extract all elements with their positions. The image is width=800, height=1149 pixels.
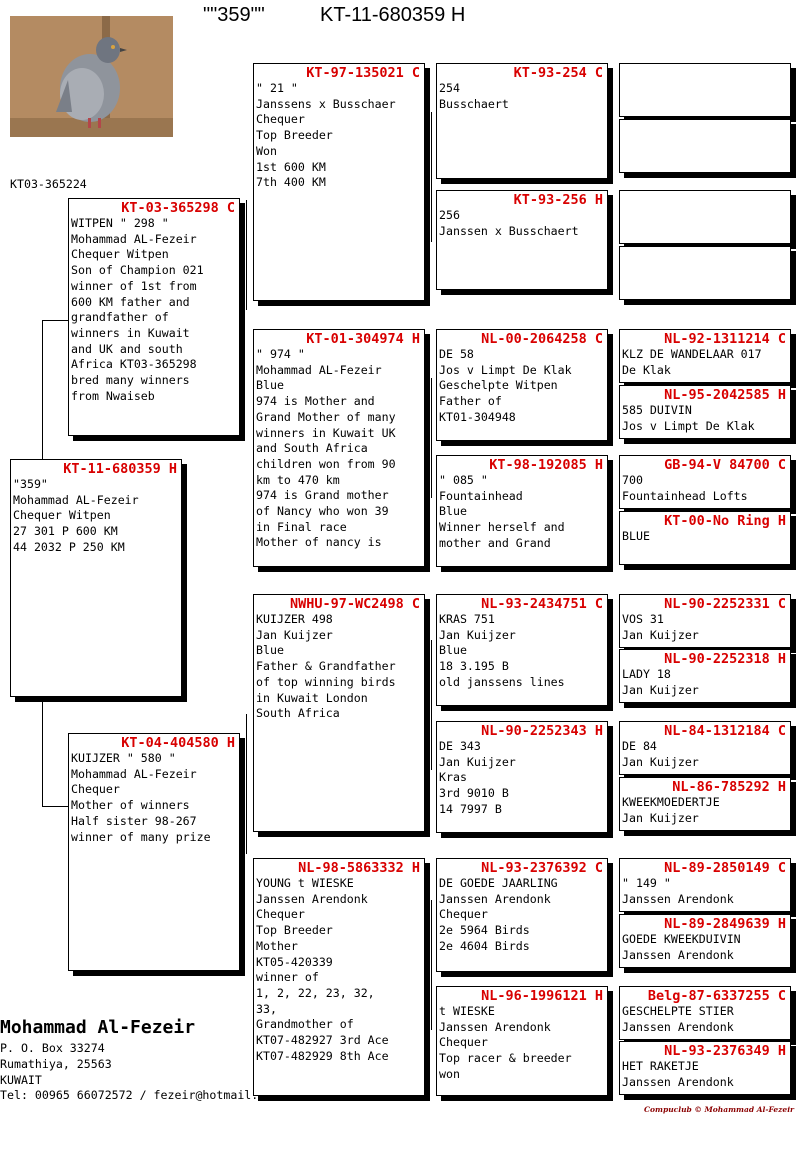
card-line: " 974 " [256,347,305,361]
card-line: Janssen Arendonk [439,891,551,906]
owner-address-line: P. O. Box 33274 [0,1041,105,1055]
ring-number: KT-01-304974 H [306,331,420,347]
card-line: GESCHELPTE STIER [622,1004,734,1018]
card-line: KT05-420339 [256,954,333,969]
card-line: Chequer [439,1035,488,1050]
ring-number: NL-90-2252343 H [481,723,603,739]
card-line: children won from 90 [256,456,396,471]
card-line: DE GOEDE JAARLING [439,876,558,890]
card-line: 14 7997 B [439,801,502,816]
card-line: Mother of winners [71,798,190,813]
card-line: t WIESKE [439,1004,495,1018]
pedigree-card-ggg-8 [619,511,791,565]
card-line: Father of [439,394,502,409]
card-line: KLZ DE WANDELAAR 017 [622,347,762,361]
ring-number: KT-00-No Ring H [664,513,786,529]
owner-contact: Tel: 00965 66072572 / fezeir@hotmail. [0,1088,259,1102]
pedigree-card-ggg-6 [619,385,791,439]
card-line: Kras [439,770,467,785]
ring-number: KT-93-256 H [513,192,603,208]
card-line: winner of [256,970,319,985]
card-line: Chequer Witpen [13,508,111,523]
pedigree-card-ggg-12 [619,777,791,831]
card-line: Janssen Arendonk [622,1074,734,1089]
ring-number: NL-90-2252318 H [664,651,786,667]
card-line: Top racer & breeder [439,1051,572,1066]
card-line: WITPEN " 298 " [71,216,169,230]
card-line: VOS 31 [622,612,664,626]
card-line: Janssen Arendonk [622,891,734,906]
card-line: KWEEKMOEDERTJE [622,795,720,809]
connector-line [431,112,432,242]
software-credit: Compuclub © Mohammad Al-Fezeir [644,1105,794,1114]
card-line: DE 58 [439,347,474,361]
pedigree-card-gg-1 [436,63,608,179]
card-line: bred many winners [71,373,190,388]
card-line: Chequer Witpen [71,247,169,262]
owner-address-line: KUWAIT [0,1073,42,1087]
card-line: 3rd 9010 B [439,786,509,801]
card-line: mother and Grand [439,535,551,550]
card-line: Jan Kuijzer [439,754,516,769]
pedigree-card-gg-4 [436,455,608,567]
pedigree-card-ggg-15 [619,986,791,1040]
card-line: Winner herself and [439,520,565,535]
card-line: Mohammad AL-Fezeir [71,231,197,246]
pedigree-card-ggg-13 [619,858,791,912]
card-line: and UK and south [71,341,183,356]
card-line: 33, [256,1001,277,1016]
card-line: 254 [439,81,460,95]
side-ring-note: KT03-365224 [10,177,87,191]
card-line: BLUE [622,529,650,543]
card-line: Grand Mother of many [256,409,396,424]
pedigree-card-gg-2 [436,190,608,290]
card-line: of Nancy who won 39 [256,504,389,519]
pedigree-card-ggg-4 [619,246,791,300]
card-line: "359" [13,477,48,491]
connector-line [246,714,247,854]
pedigree-card-ggg-3 [619,190,791,244]
card-line: Janssen Arendonk [622,1019,734,1034]
pedigree-card-ggg-2 [619,119,791,173]
ring-number: NWHU-97-WC2498 C [289,596,420,612]
card-line: Jan Kuijzer [256,627,333,642]
card-line: Chequer [256,907,305,922]
card-line: LADY 18 [622,667,671,681]
ring-number: Belg-87-6337255 C [647,988,786,1004]
card-line: " 085 " [439,473,488,487]
connector-line [431,900,432,1030]
card-line: KUIJZER 498 [256,612,333,626]
card-line: Won [256,143,277,158]
pedigree-card-ggg-5 [619,329,791,383]
card-line: Janssen Arendonk [439,1019,551,1034]
card-line: grandfather of [71,310,169,325]
pedigree-card-ggg-16 [619,1041,791,1095]
pigeon-photo [10,16,173,137]
pedigree-card-ggg-11 [619,721,791,775]
card-line: YOUNG t WIESKE [256,876,354,890]
card-line: Blue [439,643,467,658]
ring-number: NL-93-2376349 H [664,1043,786,1059]
connector-line [246,200,247,310]
owner-address-line: Rumathiya, 25563 [0,1057,112,1071]
card-line: DE 84 [622,739,657,753]
pedigree-card-ggg-9 [619,594,791,648]
card-line: km to 470 km [256,472,340,487]
card-line: 700 [622,473,643,487]
card-line: 27 301 P 600 KM [13,524,118,539]
card-line: Chequer [71,782,120,797]
card-line: 585 DUIVIN [622,403,692,417]
pedigree-card-dam-sire [253,594,425,832]
pedigree-card-gg-8 [436,986,608,1096]
ring-number: NL-84-1312184 C [664,723,786,739]
ring-number: NL-86-785292 H [672,779,786,795]
ring-number: KT-11-680359 H [63,461,177,477]
ring-number: NL-93-2434751 C [481,596,603,612]
card-line: Jos v Limpt De Klak [439,362,572,377]
ring-number: NL-89-2850149 C [664,860,786,876]
card-line: 2e 5964 Birds [439,923,530,938]
card-line: Chequer [256,112,305,127]
card-line: and South Africa [256,441,368,456]
card-line: from Nwaiseb [71,388,155,403]
card-line: Jan Kuijzer [622,754,699,769]
card-line: Janssen x Busschaert [439,223,579,238]
card-line: 2e 4604 Birds [439,938,530,953]
connector-line [42,320,43,460]
card-line: Chequer [439,907,488,922]
card-line: Grandmother of [256,1017,354,1032]
card-line: GOEDE KWEEKDUIVIN [622,932,741,946]
card-line: Mother [256,938,298,953]
card-line: Mohammad AL-Fezeir [256,362,382,377]
card-line: Busschaert [439,96,509,111]
card-line: De Klak [622,362,671,377]
card-line: Blue [439,504,467,519]
ring-number: KT-93-254 C [513,65,603,81]
card-line: KT01-304948 [439,409,516,424]
pedigree-card-gg-7 [436,858,608,972]
card-line: KT07-482927 3rd Ace [256,1033,389,1048]
card-line: Janssen Arendonk [256,891,368,906]
card-line: Janssen Arendonk [622,947,734,962]
card-line: Blue [256,643,284,658]
card-line: 256 [439,208,460,222]
pedigree-card-ggg-14 [619,914,791,968]
owner-name: Mohammad Al-Fezeir [0,1017,196,1038]
card-line: DE 343 [439,739,481,753]
card-line: 7th 400 KM [256,175,326,190]
card-line: 44 2032 P 250 KM [13,539,125,554]
pedigree-card-sire [68,198,240,436]
ring-number: NL-00-2064258 C [481,331,603,347]
card-line: Mohammad AL-Fezeir [71,766,197,781]
card-line: in Final race [256,519,347,534]
card-line: winner of 1st from [71,278,197,293]
card-line: 1st 600 KM [256,159,326,174]
card-line: in Kuwait London [256,690,368,705]
pedigree-card-subject [10,459,182,697]
card-line: winners in Kuwait UK [256,425,396,440]
ring-number: KT-98-192085 H [489,457,603,473]
pedigree-card-ggg-10 [619,649,791,703]
card-line: Blue [256,378,284,393]
pedigree-card-gg-5 [436,594,608,706]
card-line: KRAS 751 [439,612,495,626]
card-line: Jan Kuijzer [439,627,516,642]
card-line: 974 is Grand mother [256,488,389,503]
ring-number: NL-89-2849639 H [664,916,786,932]
card-line: Fountainhead Lofts [622,488,748,503]
connector-line [431,640,432,770]
card-line: Jos v Limpt De Klak [622,418,755,433]
ring-number: KT-97-135021 C [306,65,420,81]
card-line: KT07-482929 8th Ace [256,1048,389,1063]
ring-number: KT-03-365298 C [121,200,235,216]
connector-line [42,698,43,806]
pedigree-card-dam-dam [253,858,425,1096]
pigeon-ring-title: KT-11-680359 H [320,4,466,26]
ring-number: KT-04-404580 H [121,735,235,751]
pigeon-nickname: ""359"" [203,4,265,26]
ring-number: GB-94-V 84700 C [664,457,786,473]
card-line: 1, 2, 22, 23, 32, [256,985,375,1000]
card-line: won [439,1066,460,1081]
card-line: " 21 " [256,81,298,95]
card-line: HET RAKETJE [622,1059,699,1073]
ring-number: NL-90-2252331 C [664,596,786,612]
card-line: KUIJZER " 580 " [71,751,176,765]
ring-number: NL-96-1996121 H [481,988,603,1004]
ring-number: NL-98-5863332 H [298,860,420,876]
pedigree-card-ggg-7 [619,455,791,509]
card-line: winner of many prize [71,829,211,844]
card-line: Jan Kuijzer [622,682,699,697]
connector-line [42,806,68,807]
card-line: 974 is Mother and [256,394,375,409]
card-line: Mother of nancy is [256,535,382,550]
card-line: Mohammad AL-Fezeir [13,492,139,507]
card-line: 600 KM father and [71,294,190,309]
card-line: of top winning birds [256,674,396,689]
pedigree-card-sire-sire [253,63,425,301]
pedigree-card-sire-dam [253,329,425,567]
ring-number: NL-93-2376392 C [481,860,603,876]
card-line: Half sister 98-267 [71,813,197,828]
card-line: Son of Champion 021 [71,263,204,278]
connector-line [42,320,68,321]
card-line: Geschelpte Witpen [439,378,558,393]
connector-line [431,378,432,498]
pedigree-card-ggg-1 [619,63,791,117]
card-line: South Africa [256,706,340,721]
card-line: " 149 " [622,876,671,890]
card-line: 18 3.195 B [439,659,509,674]
card-line: Africa KT03-365298 [71,357,197,372]
pedigree-card-dam [68,733,240,971]
card-line: Janssens x Busschaer [256,96,396,111]
card-line: Jan Kuijzer [622,627,699,642]
ring-number: NL-92-1311214 C [664,331,786,347]
card-line: Fountainhead [439,488,523,503]
card-line: Top Breeder [256,128,333,143]
ring-number: NL-95-2042585 H [664,387,786,403]
card-line: Jan Kuijzer [622,810,699,825]
pedigree-card-gg-3 [436,329,608,441]
card-line: Top Breeder [256,923,333,938]
card-line: Father & Grandfather [256,659,396,674]
card-line: winners in Kuwait [71,325,190,340]
card-line: old janssens lines [439,674,565,689]
pedigree-card-gg-6 [436,721,608,833]
